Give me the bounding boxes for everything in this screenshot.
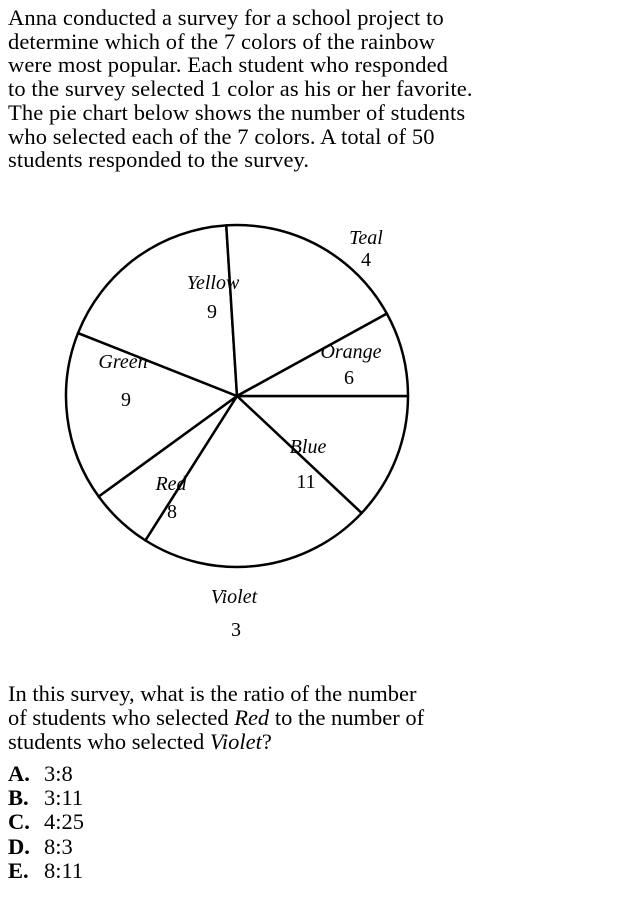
intro-line: Anna conducted a survey for a school project to: [8, 5, 444, 30]
choice-letter: B.: [8, 785, 29, 811]
choice-letter: D.: [8, 833, 30, 859]
choice-letter: A.: [8, 761, 30, 786]
question-emphasis: Violet: [209, 729, 262, 755]
intro-line: determine which of the 7 colors of the rainbow: [8, 28, 435, 54]
intro-line: students responded to the survey.: [8, 147, 310, 173]
choice-text: 3:8: [44, 761, 73, 786]
label-orange-name: Orange: [320, 341, 382, 363]
question-line: [8, 706, 568, 730]
label-violet-value: 3: [231, 619, 241, 641]
question-line: [8, 730, 568, 754]
label-blue-value: 11: [296, 471, 316, 493]
label-yellow-name: Yellow: [186, 272, 240, 294]
label-red-name: Red: [155, 473, 187, 495]
intro-line: who selected each of the 7 colors. A total of 50: [8, 123, 435, 149]
answer-choice-b[interactable]: [8, 786, 84, 810]
choice-text: 8:11: [44, 857, 84, 883]
intro-line: were most popular. Each student who responded: [8, 52, 449, 78]
question-text: [8, 682, 568, 755]
label-yellow-value: 9: [207, 301, 217, 323]
label-violet-name: Violet: [210, 586, 258, 608]
answer-choice-a[interactable]: [8, 762, 84, 786]
answer-choice-c[interactable]: [8, 810, 84, 834]
choice-text: 3:11: [44, 785, 84, 811]
choice-letter: C.: [8, 809, 30, 835]
label-teal-value: 4: [361, 249, 371, 271]
answer-choices: [8, 762, 84, 883]
question-segment: students who selected: [8, 729, 210, 755]
question-line: In this survey, what is the ratio of the number: [8, 681, 417, 706]
question-segment: to the number of: [269, 705, 425, 731]
label-green-value: 9: [121, 389, 131, 411]
question-segment: of students who selected: [8, 705, 235, 731]
intro-line: The pie chart below shows the number of students: [8, 99, 466, 125]
intro-line: to the survey selected 1 color as his or her favorite.: [8, 76, 473, 102]
label-green-name: Green: [98, 351, 148, 373]
answer-choice-e[interactable]: [8, 859, 84, 883]
choice-text: 4:25: [44, 809, 85, 835]
answer-choice-d[interactable]: [8, 835, 84, 859]
label-teal-name: Teal: [349, 227, 383, 249]
choice-text: 8:3: [44, 833, 73, 859]
question-emphasis: Red: [234, 705, 270, 731]
label-blue-name: Blue: [289, 436, 327, 458]
choice-letter: E.: [8, 857, 29, 883]
label-red-value: 8: [167, 501, 177, 523]
question-segment: ?: [261, 729, 272, 755]
label-orange-value: 6: [344, 367, 354, 389]
